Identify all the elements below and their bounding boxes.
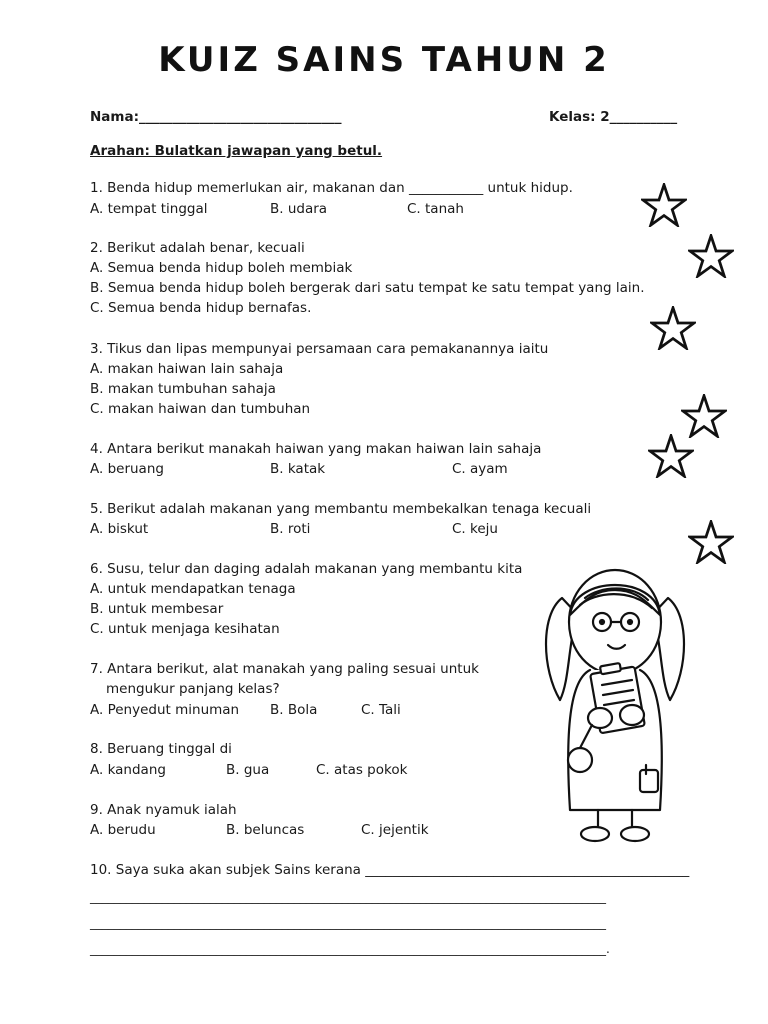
answer-line-3[interactable]: ______________________________________________________________________________________. <box>90 942 610 956</box>
question-4-text: 4. Antara berikut manakah haiwan yang makan haiwan lain sahaja <box>90 441 542 457</box>
question-5-text: 5. Berikut adalah makanan yang membantu membekalkan tenaga kecuali <box>90 501 592 517</box>
question-5-option-c[interactable]: C. keju <box>452 521 498 537</box>
question-8-option-a[interactable]: A. kandang <box>90 762 166 778</box>
question-7-option-a[interactable]: A. Penyedut minuman <box>90 702 240 718</box>
question-7-option-b[interactable]: B. Bola <box>270 702 318 718</box>
question-3-text: 3. Tikus dan lipas mempunyai persamaan cara pemakanannya iaitu <box>90 341 549 357</box>
question-6-option-b[interactable]: B. untuk membesar <box>90 601 224 617</box>
class-field-label: Kelas: 2__________ <box>549 109 678 125</box>
question-5-option-a[interactable]: A. biskut <box>90 521 149 537</box>
star-icon <box>688 520 734 564</box>
question-7-text-line-2: mengukur panjang kelas? <box>106 681 280 697</box>
question-7-text: 7. Antara berikut, alat manakah yang paling sesuai untuk <box>90 661 479 677</box>
question-9-text: 9. Anak nyamuk ialah <box>90 802 237 818</box>
star-icon <box>641 183 687 227</box>
instructions: Arahan: Bulatkan jawapan yang betul. <box>90 143 383 159</box>
question-2-text: 2. Berikut adalah benar, kecuali <box>90 240 305 256</box>
question-1-option-c[interactable]: C. tanah <box>407 201 464 217</box>
star-icon <box>650 306 696 350</box>
star-icon <box>688 234 734 278</box>
question-9-option-a[interactable]: A. berudu <box>90 822 156 838</box>
question-2-option-b[interactable]: B. Semua benda hidup boleh bergerak dari satu tempat ke satu tempat yang lain. <box>90 280 645 296</box>
girl-scientist-illustration <box>540 560 690 850</box>
question-3-option-b[interactable]: B. makan tumbuhan sahaja <box>90 381 276 397</box>
question-6-option-c[interactable]: C. untuk menjaga kesihatan <box>90 621 280 637</box>
question-8-option-b[interactable]: B. gua <box>226 762 270 778</box>
question-4-option-b[interactable]: B. katak <box>270 461 326 477</box>
question-2-option-c[interactable]: C. Semua benda hidup bernafas. <box>90 300 312 316</box>
question-3-option-c[interactable]: C. makan haiwan dan tumbuhan <box>90 401 311 417</box>
question-10-text: 10. Saya suka akan subjek Sains kerana ________________________________________________ <box>90 862 690 878</box>
question-7-option-c[interactable]: C. Tali <box>361 702 401 718</box>
question-6-option-a[interactable]: A. untuk mendapatkan tenaga <box>90 581 296 597</box>
question-9-option-b[interactable]: B. beluncas <box>226 822 305 838</box>
star-icon <box>648 434 694 478</box>
star-icon <box>681 394 727 438</box>
question-1-option-b[interactable]: B. udara <box>270 201 328 217</box>
question-1-option-a[interactable]: A. tempat tinggal <box>90 201 208 217</box>
question-8-option-c[interactable]: C. atas pokok <box>316 762 408 778</box>
question-4-option-a[interactable]: A. beruang <box>90 461 164 477</box>
question-3-option-a[interactable]: A. makan haiwan lain sahaja <box>90 361 284 377</box>
question-8-text: 8. Beruang tinggal di <box>90 741 232 757</box>
name-field-label: Nama:______________________________ <box>90 109 342 125</box>
question-9-option-c[interactable]: C. jejentik <box>361 822 429 838</box>
worksheet-title: KUIZ SAINS TAHUN 2 <box>158 40 610 80</box>
question-2-option-a[interactable]: A. Semua benda hidup boleh membiak <box>90 260 353 276</box>
answer-line-2[interactable]: ______________________________________________________________________________________ <box>90 916 606 930</box>
question-5-option-b[interactable]: B. roti <box>270 521 311 537</box>
question-4-option-c[interactable]: C. ayam <box>452 461 508 477</box>
question-1-text: 1. Benda hidup memerlukan air, makanan dan ___________ untuk hidup. <box>90 180 573 196</box>
question-6-text: 6. Susu, telur dan daging adalah makanan yang membantu kita <box>90 561 523 577</box>
answer-line-1[interactable]: ______________________________________________________________________________________ <box>90 890 606 904</box>
